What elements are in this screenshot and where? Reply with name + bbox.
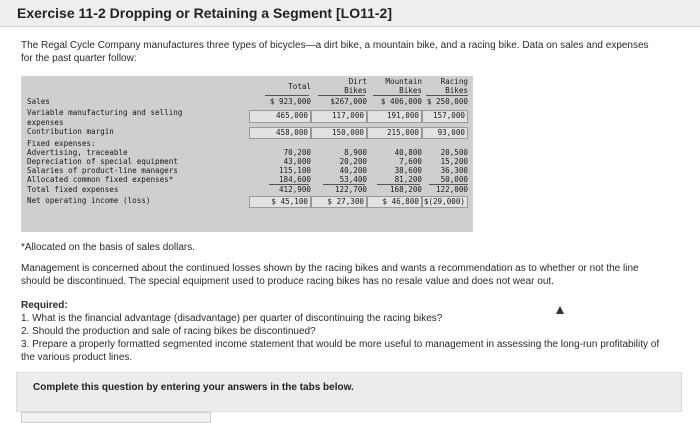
row-label: Total fixed expenses xyxy=(27,185,119,194)
cell-racing: 15,200 xyxy=(440,157,468,166)
exercise-title: Exercise 11-2 Dropping or Retaining a Segment [LO11-2] xyxy=(17,5,392,21)
instruction-text: Complete this question by entering your answers in the tabs below. xyxy=(33,382,354,393)
col-header-mountain-bikes: Mountain Bikes xyxy=(385,77,422,95)
management-text: Management is concerned about the continued losses shown by the racing bikes and wants a recommendation as to whether or not the line should be discontinued. The special equipment used to produce racing bikes has no resale value and does not wear out. xyxy=(21,263,639,287)
cell-dirt: 53,400 xyxy=(339,175,367,184)
required-item-1: 1. What is the financial advantage (disadvantage) per quarter of discontinuing the racing bikes? xyxy=(21,313,443,324)
cell-mountain: $ 46,800 xyxy=(367,196,422,208)
cell-mountain: 38,600 xyxy=(394,166,422,175)
cell-dirt: 122,700 xyxy=(334,185,367,194)
cell-mountain: 81,200 xyxy=(394,175,422,184)
answer-tabs-bar[interactable] xyxy=(21,412,211,423)
intro-text: The Regal Cycle Company manufactures three types of bicycles—a dirt bike, a mountain bike, and a racing bike. Data on sales and expenses for the past quarter follow: xyxy=(21,40,649,64)
cell-racing: $ 250,000 xyxy=(426,97,468,106)
table-row-total-fixed xyxy=(21,185,473,196)
cell-dirt: 117,000 xyxy=(311,110,367,123)
financial-data-table xyxy=(21,76,473,232)
row-label: Contribution margin xyxy=(27,127,114,136)
row-label: Salaries of product-line managers xyxy=(27,166,178,175)
footnote: *Allocated on the basis of sales dollars. xyxy=(21,242,195,253)
cell-mountain: $ 406,000 xyxy=(380,97,422,106)
row-label: Fixed expenses: xyxy=(27,139,96,148)
required-item-2: 2. Should the production and sale of racing bikes be discontinued? xyxy=(21,326,316,337)
cell-mountain: 191,000 xyxy=(367,110,422,123)
cell-total: 412,900 xyxy=(278,185,311,194)
col-header-racing-bikes: Racing Bikes xyxy=(440,77,468,95)
cell-total: $ 923,000 xyxy=(269,97,311,106)
cell-dirt: 20,200 xyxy=(339,157,367,166)
header-underline xyxy=(265,95,309,96)
cell-dirt: $ 27,300 xyxy=(311,196,367,208)
row-label: Advertising, traceable xyxy=(27,148,128,157)
row-label: expenses xyxy=(27,118,64,127)
cell-total: 458,000 xyxy=(249,127,311,139)
cell-racing: 36,300 xyxy=(440,166,468,175)
cell-mountain: 40,800 xyxy=(394,148,422,157)
table-row-net-operating-income xyxy=(21,196,473,207)
header-underline xyxy=(373,95,420,96)
cell-racing: $(29,000) xyxy=(422,196,468,208)
col-header-dirt-bikes: Dirt Bikes xyxy=(344,77,367,95)
cell-racing: 50,000 xyxy=(440,175,468,184)
required-section xyxy=(21,299,661,364)
cell-racing: 20,500 xyxy=(440,148,468,157)
col-header-total: Total xyxy=(288,82,311,91)
cell-dirt: 8,900 xyxy=(344,148,367,157)
cell-mountain: 7,600 xyxy=(399,157,422,166)
mouse-cursor-icon xyxy=(556,306,564,314)
row-label: Variable manufacturing and selling xyxy=(27,108,183,117)
cell-mountain: 168,200 xyxy=(389,185,422,194)
exercise-header xyxy=(0,0,700,27)
cell-dirt: $267,000 xyxy=(330,97,367,106)
required-item-3: 3. Prepare a properly formatted segmented income statement that would be more useful to management in assessing the long-run profitability of the various product lines. xyxy=(21,339,660,363)
cell-total: $ 45,100 xyxy=(249,196,311,208)
cell-dirt: 150,000 xyxy=(311,127,367,139)
row-label: Depreciation of special equipment xyxy=(27,157,178,166)
cell-total: 43,000 xyxy=(283,157,311,166)
row-label: Allocated common fixed expenses* xyxy=(27,175,174,184)
cell-dirt: 40,200 xyxy=(339,166,367,175)
row-label: Net operating income (loss) xyxy=(27,196,151,205)
table-row-sales xyxy=(21,97,473,108)
header-underline xyxy=(318,95,365,96)
cell-racing: 93,000 xyxy=(422,127,468,139)
cell-racing: 122,000 xyxy=(435,185,468,194)
cell-total: 465,000 xyxy=(249,110,311,123)
table-row-contribution-margin xyxy=(21,127,473,138)
cell-mountain: 215,000 xyxy=(367,127,422,139)
row-label: Sales xyxy=(27,97,50,106)
cell-total: 70,200 xyxy=(283,148,311,157)
cell-total: 115,100 xyxy=(278,166,311,175)
cell-racing: 157,000 xyxy=(422,110,468,123)
header-underline xyxy=(426,95,468,96)
instruction-box xyxy=(16,372,682,412)
cell-total: 184,600 xyxy=(278,175,311,184)
required-heading: Required: xyxy=(21,300,68,311)
